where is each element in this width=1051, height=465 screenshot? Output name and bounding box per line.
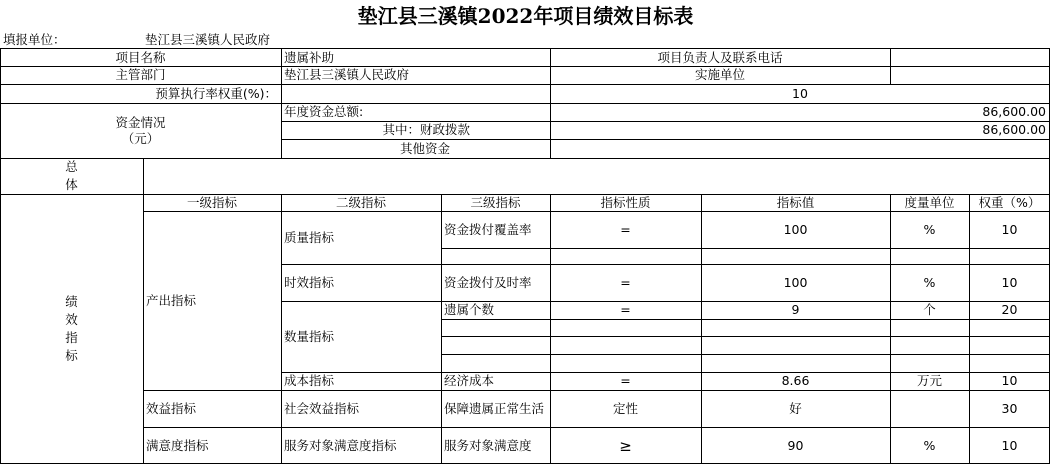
- value-cell: 好: [789, 400, 802, 416]
- grid-line: [550, 194, 551, 464]
- grid-line: [143, 158, 144, 464]
- overall-goal: [143, 158, 1050, 194]
- grid-line: [281, 139, 1050, 140]
- impl-value: [890, 66, 1050, 84]
- grid-line: [0, 463, 1050, 464]
- nature-cell: =: [620, 373, 631, 388]
- grid-line: [890, 48, 891, 84]
- budget-weight-label: 预算执行率权重(%)：: [155, 85, 277, 101]
- grid-line: [0, 66, 1050, 67]
- grid-line: [281, 194, 282, 464]
- funds-fiscal-label: 其中：财政拨款: [382, 122, 470, 137]
- unit-value: 垫江县三溪镇人民政府: [145, 32, 271, 47]
- performance-label: [0, 194, 143, 464]
- col-l1: 一级指标: [186, 194, 237, 210]
- grid-line: [143, 211, 1050, 212]
- grid-line: [0, 48, 1, 464]
- value-cell: 100: [783, 221, 808, 237]
- unit-cell: [890, 390, 969, 427]
- col-l3: 三级指标: [470, 194, 521, 210]
- l2-quantity: 数量指标: [284, 328, 335, 344]
- grid-line: [0, 84, 1050, 85]
- value-cell: 100: [783, 274, 808, 290]
- col-nature: 指标性质: [600, 194, 651, 210]
- budget-weight-value: 10: [792, 85, 808, 101]
- col-unit: 度量单位: [904, 194, 955, 210]
- funds-label: [0, 103, 281, 158]
- project-name-label: 项目名称: [115, 49, 166, 65]
- grid-line: [1049, 48, 1050, 464]
- value-cell: 9: [791, 302, 800, 317]
- l1-output: 产出指标: [146, 292, 197, 308]
- col-l2: 二级指标: [335, 194, 386, 210]
- l3-cell: 遗属个数: [444, 302, 495, 317]
- grid-line: [890, 194, 891, 464]
- nature-cell: ≥: [619, 436, 632, 455]
- owner-value: [890, 49, 1050, 66]
- overall-label-text: 总体: [65, 159, 78, 192]
- l2-quality: 质量指标: [284, 229, 335, 245]
- overall-label: [0, 158, 143, 194]
- funds-other-value: [550, 139, 1050, 158]
- grid-line: [0, 194, 1050, 195]
- l2-social: 社会效益指标: [284, 400, 360, 416]
- unit-cell: 万元: [916, 373, 942, 388]
- weight-cell: 10: [1001, 373, 1018, 388]
- grid-line: [0, 48, 1050, 49]
- nature-cell: =: [620, 274, 631, 290]
- grid-line: [441, 336, 1050, 337]
- dept-label: 主管部门: [115, 67, 166, 82]
- impl-label: 实施单位: [694, 67, 745, 82]
- grid-line: [281, 301, 1050, 302]
- page-title: 垫江县三溪镇2022年项目绩效目标表: [357, 4, 694, 28]
- owner-label: 项目负责人及联系电话: [657, 49, 783, 65]
- grid-line: [0, 103, 1050, 104]
- grid-line: [969, 194, 970, 464]
- grid-line: [441, 354, 1050, 355]
- l3-cell: 服务对象满意度: [444, 437, 532, 453]
- l3-cell: 经济成本: [444, 373, 495, 388]
- grid-line: [0, 158, 1050, 159]
- grid-line: [281, 121, 1050, 122]
- weight-cell: 20: [1001, 302, 1018, 317]
- grid-line: [550, 48, 551, 84]
- nature-cell: 定性: [612, 400, 638, 416]
- grid-line: [550, 84, 551, 158]
- unit-cell: %: [923, 221, 936, 237]
- grid-line: [281, 372, 1050, 373]
- grid-line: [441, 194, 442, 464]
- weight-cell: 10: [1001, 437, 1018, 453]
- grid-line: [143, 427, 1050, 428]
- funds-total-label: 年度资金总额:: [284, 104, 364, 119]
- unit-label: 填报单位：: [3, 32, 66, 47]
- weight-cell: 10: [1001, 274, 1018, 290]
- col-weight: 权重（%）: [978, 194, 1041, 210]
- value-cell: 90: [787, 437, 804, 453]
- funds-total-value: 86,600.00: [982, 104, 1046, 119]
- dept-value: 垫江县三溪镇人民政府: [284, 67, 410, 82]
- grid-line: [281, 264, 1050, 265]
- l3-cell: 资金拨付覆盖率: [444, 221, 532, 237]
- grid-line: [281, 48, 282, 158]
- l3-cell: 资金拨付及时率: [444, 274, 532, 290]
- l2-service: 服务对象满意度指标: [284, 437, 397, 453]
- grid-line: [143, 390, 1050, 391]
- funds-label-text: 资金情况 （元）: [115, 114, 166, 146]
- funds-other-label: 其他资金: [399, 140, 450, 156]
- l1-benefit: 效益指标: [146, 400, 197, 416]
- l1-satisfaction: 满意度指标: [146, 437, 209, 453]
- l2-timeliness: 时效指标: [284, 274, 335, 290]
- grid-line: [441, 319, 1050, 320]
- nature-cell: =: [620, 221, 631, 237]
- col-value: 指标值: [776, 194, 815, 210]
- weight-cell: 30: [1001, 400, 1018, 416]
- project-name-value: 遗属补助: [284, 49, 335, 65]
- grid-line: [441, 248, 1050, 249]
- unit-cell: %: [923, 437, 936, 453]
- unit-cell: 个: [923, 302, 936, 317]
- nature-cell: =: [620, 302, 631, 317]
- weight-cell: 10: [1001, 221, 1018, 237]
- l3-cell: 保障遗属正常生活: [444, 400, 545, 416]
- l2-cost: 成本指标: [284, 373, 335, 388]
- grid-line: [701, 194, 702, 464]
- unit-cell: %: [923, 274, 936, 290]
- value-cell: 8.66: [781, 373, 810, 388]
- funds-fiscal-value: 86,600.00: [982, 122, 1046, 137]
- performance-label-text: 绩效指标: [65, 294, 78, 363]
